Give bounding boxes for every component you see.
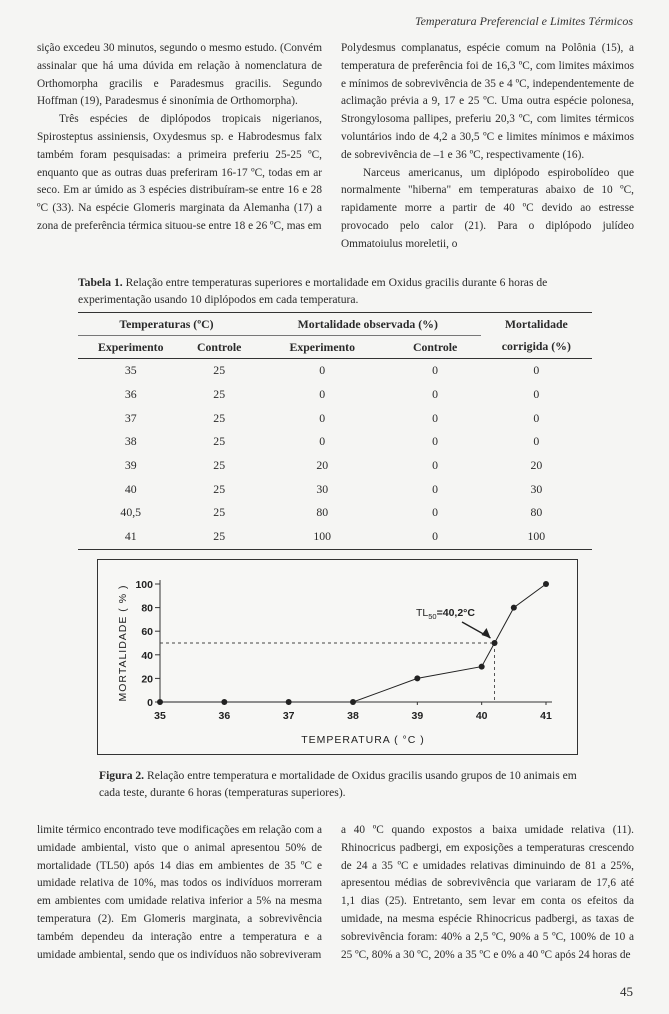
table-row [78, 454, 592, 478]
table-cell: 25 [213, 363, 226, 378]
table-row [78, 406, 592, 430]
table-cell: 0 [432, 458, 439, 473]
header-temperaturas: Temperaturas (ºC) [78, 313, 255, 336]
x-tick-label: 40 [475, 710, 488, 722]
table-cell: 80 [316, 505, 329, 520]
table-cell: 0 [432, 363, 439, 378]
table-cell: 25 [213, 481, 226, 496]
table-cell: 25 [213, 410, 226, 425]
table-cell: 0 [432, 410, 439, 425]
column-1-top [37, 40, 322, 236]
data-point [350, 699, 356, 705]
paragraph: Narceus americanus, um diplópodo espirobolídeo que normalmente "hiberna" em temperaturas abaixo de 10 ºC, rapidamente morre a partir de 40 ºC devido ao estresse provocado pelo calor (21). Para o diplópodo julídeo Ommatoiulus moreletii, o [341, 166, 634, 250]
y-tick-label: 80 [141, 602, 153, 615]
table-cell: 0 [533, 387, 540, 402]
table-cell: 0 [319, 410, 326, 425]
table-cell: 0 [390, 525, 481, 549]
header-mortalidade-corrigida-2: corrigida (%) [481, 336, 592, 359]
x-tick-label: 38 [347, 710, 359, 722]
table-cell: 100 [255, 525, 390, 549]
table-cell: 37 [124, 410, 137, 425]
paragraph: a 40 ºC quando expostos a baixa umidade relativa (11). Rhinocricus padbergi, em exposições a temperaturas crescendo de 24 a 35 ºC e umidades relativas diminuindo de 81 a 25%, apresentou médias de sobrevivência que variaram de 17,6 até 1,1 dias (25). Entretanto, sem levar em conta os efeitos da umidade, na mesma espécie Rhinocricus padbergi, as taxas de sobrevivência foram: 40% a 2,5 ºC, 90% a 5 ºC, 100% de 10 a 25 ºC, 80% a 30 ºC, 20% a 35 ºC e 0% a 40 ºC após 24 horas de [341, 824, 634, 961]
figure-caption-label: Figura 2. [99, 769, 145, 782]
data-point [414, 675, 420, 681]
table-caption-text: Relação entre temperaturas superiores e mortalidade em Oxidus gracilis durante 6 horas de experimentação usando 10 diplópodos em cada temperatura. [78, 276, 548, 306]
y-tick-label: 100 [135, 579, 153, 591]
data-point [286, 699, 292, 705]
x-tick-label: 36 [218, 710, 231, 722]
table-cell: 80 [530, 505, 543, 520]
x-tick-label: 35 [154, 710, 166, 722]
x-tick-label: 39 [411, 710, 424, 722]
table-cell: 20 [530, 458, 543, 473]
x-tick-label: 37 [282, 710, 295, 722]
table-cell: 0 [319, 387, 326, 402]
mortality-chart [98, 560, 577, 754]
table-cell: 0 [319, 363, 326, 378]
paragraph: limite térmico encontrado teve modificações em relação com a umidade ambiental, visto que o animal apresentou 50% de mortalidade (TL50) após 14 dias em ambientes de 35 ºC e umidade relativa de 10%, mas todos os indivíduos morreram em ambientes com umidade relativa inferior a 5% na mesma temperatura (2). Em Glomeris marginata, a sobrevivência também dependeu da interação entre a temperatura e a umidade ambiental, sendo que os indivíduos não sobreviveram [37, 824, 322, 961]
table-cell: 0 [432, 387, 439, 402]
mortality-table [78, 312, 592, 550]
table-cell: 39 [124, 458, 137, 473]
table-caption-label: Tabela 1. [78, 276, 123, 289]
y-tick-label: 60 [141, 626, 153, 639]
table-cell: 38 [124, 434, 137, 449]
table-cell: 30 [316, 481, 329, 496]
data-point [511, 605, 517, 611]
subheader-experimento: Experimento [255, 336, 390, 359]
table-cell: 0 [432, 481, 439, 496]
subheader-experimento: Experimento [78, 336, 184, 359]
y-axis-label: MORTALIDADE ( % ) [117, 584, 129, 702]
x-axis-label: TEMPERATURA ( °C ) [301, 734, 425, 746]
header-mortalidade-corrigida-1: Mortalidade [481, 313, 592, 336]
table-cell: 25 [213, 458, 226, 473]
figure-chart [97, 559, 578, 755]
tl50-annotation: $TL_{50}=40,2^\circ C$ [416, 607, 475, 621]
table-cell: 25 [184, 525, 255, 549]
table-row [78, 501, 592, 525]
table-cell: 30 [530, 481, 543, 496]
table-cell: 0 [533, 434, 540, 449]
table-cell: 20 [316, 458, 329, 473]
header-mortalidade-observada: Mortalidade observada (%) [255, 313, 481, 336]
table-cell: 0 [533, 363, 540, 378]
table-cell: 36 [124, 387, 137, 402]
y-tick-label: 0 [147, 697, 153, 709]
subheader-controle: Controle [184, 336, 255, 359]
column-1-bottom [37, 822, 322, 964]
table-row [78, 383, 592, 407]
paragraph: sição excedeu 30 minutos, segundo o mesmo estudo. (Convém assinalar que há uma dúvida em relação à nomenclatura de Orthomorpha gracilis e Paradesmus gracilis. Segundo Hoffman (19), Paradesmus é sinonímia de Orthomorpha). [37, 42, 322, 108]
y-tick-label: 20 [141, 673, 153, 686]
column-2-top [341, 40, 634, 254]
table-cell: 40 [124, 481, 137, 496]
table-cell: 25 [213, 434, 226, 449]
data-point [221, 699, 227, 705]
figure-caption-text: Relação entre temperatura e mortalidade de Oxidus gracilis usando grupos de 10 animais em cada teste, durante 6 horas (temperaturas superiores). [99, 769, 577, 799]
data-point [157, 699, 163, 705]
table-cell: 41 [78, 525, 184, 549]
table-row [78, 525, 592, 549]
figure-caption [99, 767, 579, 801]
table-cell: 0 [432, 434, 439, 449]
table-cell: 0 [319, 434, 326, 449]
table-caption [78, 274, 598, 308]
table-cell: 0 [533, 410, 540, 425]
subheader-controle: Controle [390, 336, 481, 359]
table-cell: 35 [124, 363, 137, 378]
table-row [78, 477, 592, 501]
table-cell: 25 [213, 505, 226, 520]
column-2-bottom [341, 822, 634, 964]
paragraph: Três espécies de diplópodos tropicais nigerianos, Spirosteptus assiniensis, Oxydesmus sp. e Habrodesmus falx também foram pesquisadas: a primeira preferiu 25-25 ºC, enquanto que as outras duas preferiram 16-17 ºC, todas em ar seco. Em ar úmido as 3 espécies distribuíram-se entre 16 e 28 ºC (33). Na espécie Glomeris marginata da Alemanha (17) a zona de preferência térmica situou-se entre 18 e 26 ºC, mas em [37, 113, 322, 232]
table-cell: 0 [432, 505, 439, 520]
running-header: Temperatura Preferencial e Limites Térmicos [415, 14, 633, 28]
page-number: 45 [620, 984, 633, 999]
data-point [543, 581, 549, 587]
tl50-point [492, 640, 498, 646]
x-tick-label: 41 [540, 710, 552, 722]
table-cell: 25 [213, 387, 226, 402]
table-row [78, 430, 592, 454]
table-cell: 100 [481, 525, 592, 549]
table-cell: 40,5 [120, 505, 142, 520]
paragraph: Polydesmus complanatus, espécie comum na Polônia (15), a temperatura de preferência foi de 16,3 ºC, com limites máximos e mínimos de sobrevivência de 35 e 4 ºC, independentemente de aclimação prévia a 9, 17 e 25 ºC. Uma outra espécie polonesa, Strongylosoma pallipes, preferiu 20,3 ºC, com limites térmicos voluntários indo de 4,2 a 30,5 ºC e limites mínimos e máximos de sobrevivência de –1 e 36 ºC, respectivamente (16). [341, 42, 634, 161]
table-row [78, 359, 592, 383]
y-tick-label: 40 [141, 649, 153, 662]
data-point [479, 664, 485, 670]
